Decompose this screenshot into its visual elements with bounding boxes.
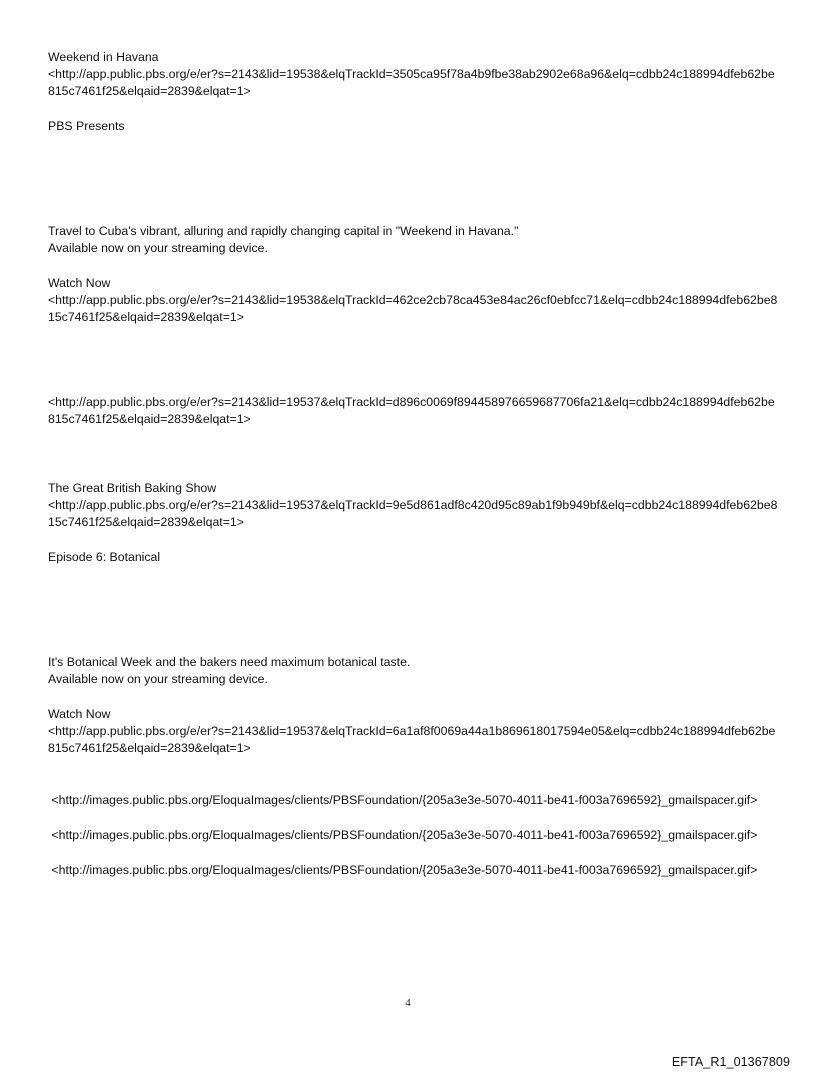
link-spacer-gif-3[interactable]: <http://images.public.pbs.org/EloquaImages/clients/PBSFoundation/{205a3e3e-5070-4011-be41-f003a7696592}_gmailspacer.gif>	[48, 863, 758, 877]
block-watch-now-1	[48, 275, 778, 326]
document-body	[48, 49, 778, 879]
link-unlabeled[interactable]: <http://app.public.pbs.org/e/er?s=2143&lid=19537&elqTrackId=d896c0069f894458976659687706fa21&elq=cdbb24c188994dfeb62be815c7461f25&elqaid=2839&elqat=1>	[48, 395, 775, 426]
title-weekend-in-havana: Weekend in Havana	[48, 50, 159, 64]
link-spacer-gif-1[interactable]: <http://images.public.pbs.org/EloquaImages/clients/PBSFoundation/{205a3e3e-5070-4011-be41-f003a7696592}_gmailspacer.gif>	[48, 793, 758, 807]
text-streaming-device-1: Available now on your streaming device.	[48, 241, 268, 255]
link-weekend-in-havana[interactable]: <http://app.public.pbs.org/e/er?s=2143&lid=19538&elqTrackId=3505ca95f78a4b9fbe38ab2902e68a96&elq=cdbb24c188994dfeb62be815c7461f25&elqaid=2839&elqat=1>	[48, 67, 775, 98]
footer-document-id: EFTA_R1_01367809	[671, 1055, 790, 1069]
block-pbs-presents	[48, 118, 778, 135]
link-watch-now-2[interactable]: <http://app.public.pbs.org/e/er?s=2143&lid=19537&elqTrackId=6a1af8f0069a44a1b869618017594e05&elq=cdbb24c188994dfeb62be815c7461f25&elqaid=2839&elqat=1>	[48, 724, 776, 755]
block-travel-to-cuba	[48, 223, 778, 257]
link-spacer-gif-2[interactable]: <http://images.public.pbs.org/EloquaImages/clients/PBSFoundation/{205a3e3e-5070-4011-be41-f003a7696592}_gmailspacer.gif>	[48, 828, 758, 842]
text-streaming-device-2: Available now on your streaming device.	[48, 672, 268, 686]
block-spacer-gif-3	[48, 862, 778, 879]
page-number: 4	[405, 997, 411, 1009]
block-link-unlabeled	[48, 394, 778, 428]
link-great-british-baking-show[interactable]: <http://app.public.pbs.org/e/er?s=2143&lid=19537&elqTrackId=9e5d861adf8c420d95c89ab1f9b949bf&elq=cdbb24c188994dfeb62be815c7461f25&elqaid=2839&elqat=1>	[48, 498, 778, 529]
block-great-british-baking-show	[48, 480, 778, 531]
block-spacer-gif-1	[48, 792, 778, 809]
text-travel-to-cuba: Travel to Cuba's vibrant, alluring and rapidly changing capital in "Weekend in Havana."	[48, 224, 519, 238]
text-pbs-presents: PBS Presents	[48, 119, 125, 133]
link-watch-now-1[interactable]: <http://app.public.pbs.org/e/er?s=2143&lid=19538&elqTrackId=462ce2cb78ca453e84ac26cf0ebfcc71&elq=cdbb24c188994dfeb62be815c7461f25&elqaid=2839&elqat=1>	[48, 293, 778, 324]
block-episode-6	[48, 549, 778, 566]
block-botanical-week	[48, 654, 778, 688]
label-watch-now-1: Watch Now	[48, 276, 111, 290]
block-weekend-in-havana	[48, 49, 778, 100]
block-watch-now-2	[48, 706, 778, 757]
label-watch-now-2: Watch Now	[48, 707, 111, 721]
text-botanical-week: It's Botanical Week and the bakers need maximum botanical taste.	[48, 655, 411, 669]
title-great-british-baking-show: The Great British Baking Show	[48, 481, 217, 495]
block-spacer-gif-2	[48, 827, 778, 844]
text-episode-6: Episode 6: Botanical	[48, 550, 161, 564]
